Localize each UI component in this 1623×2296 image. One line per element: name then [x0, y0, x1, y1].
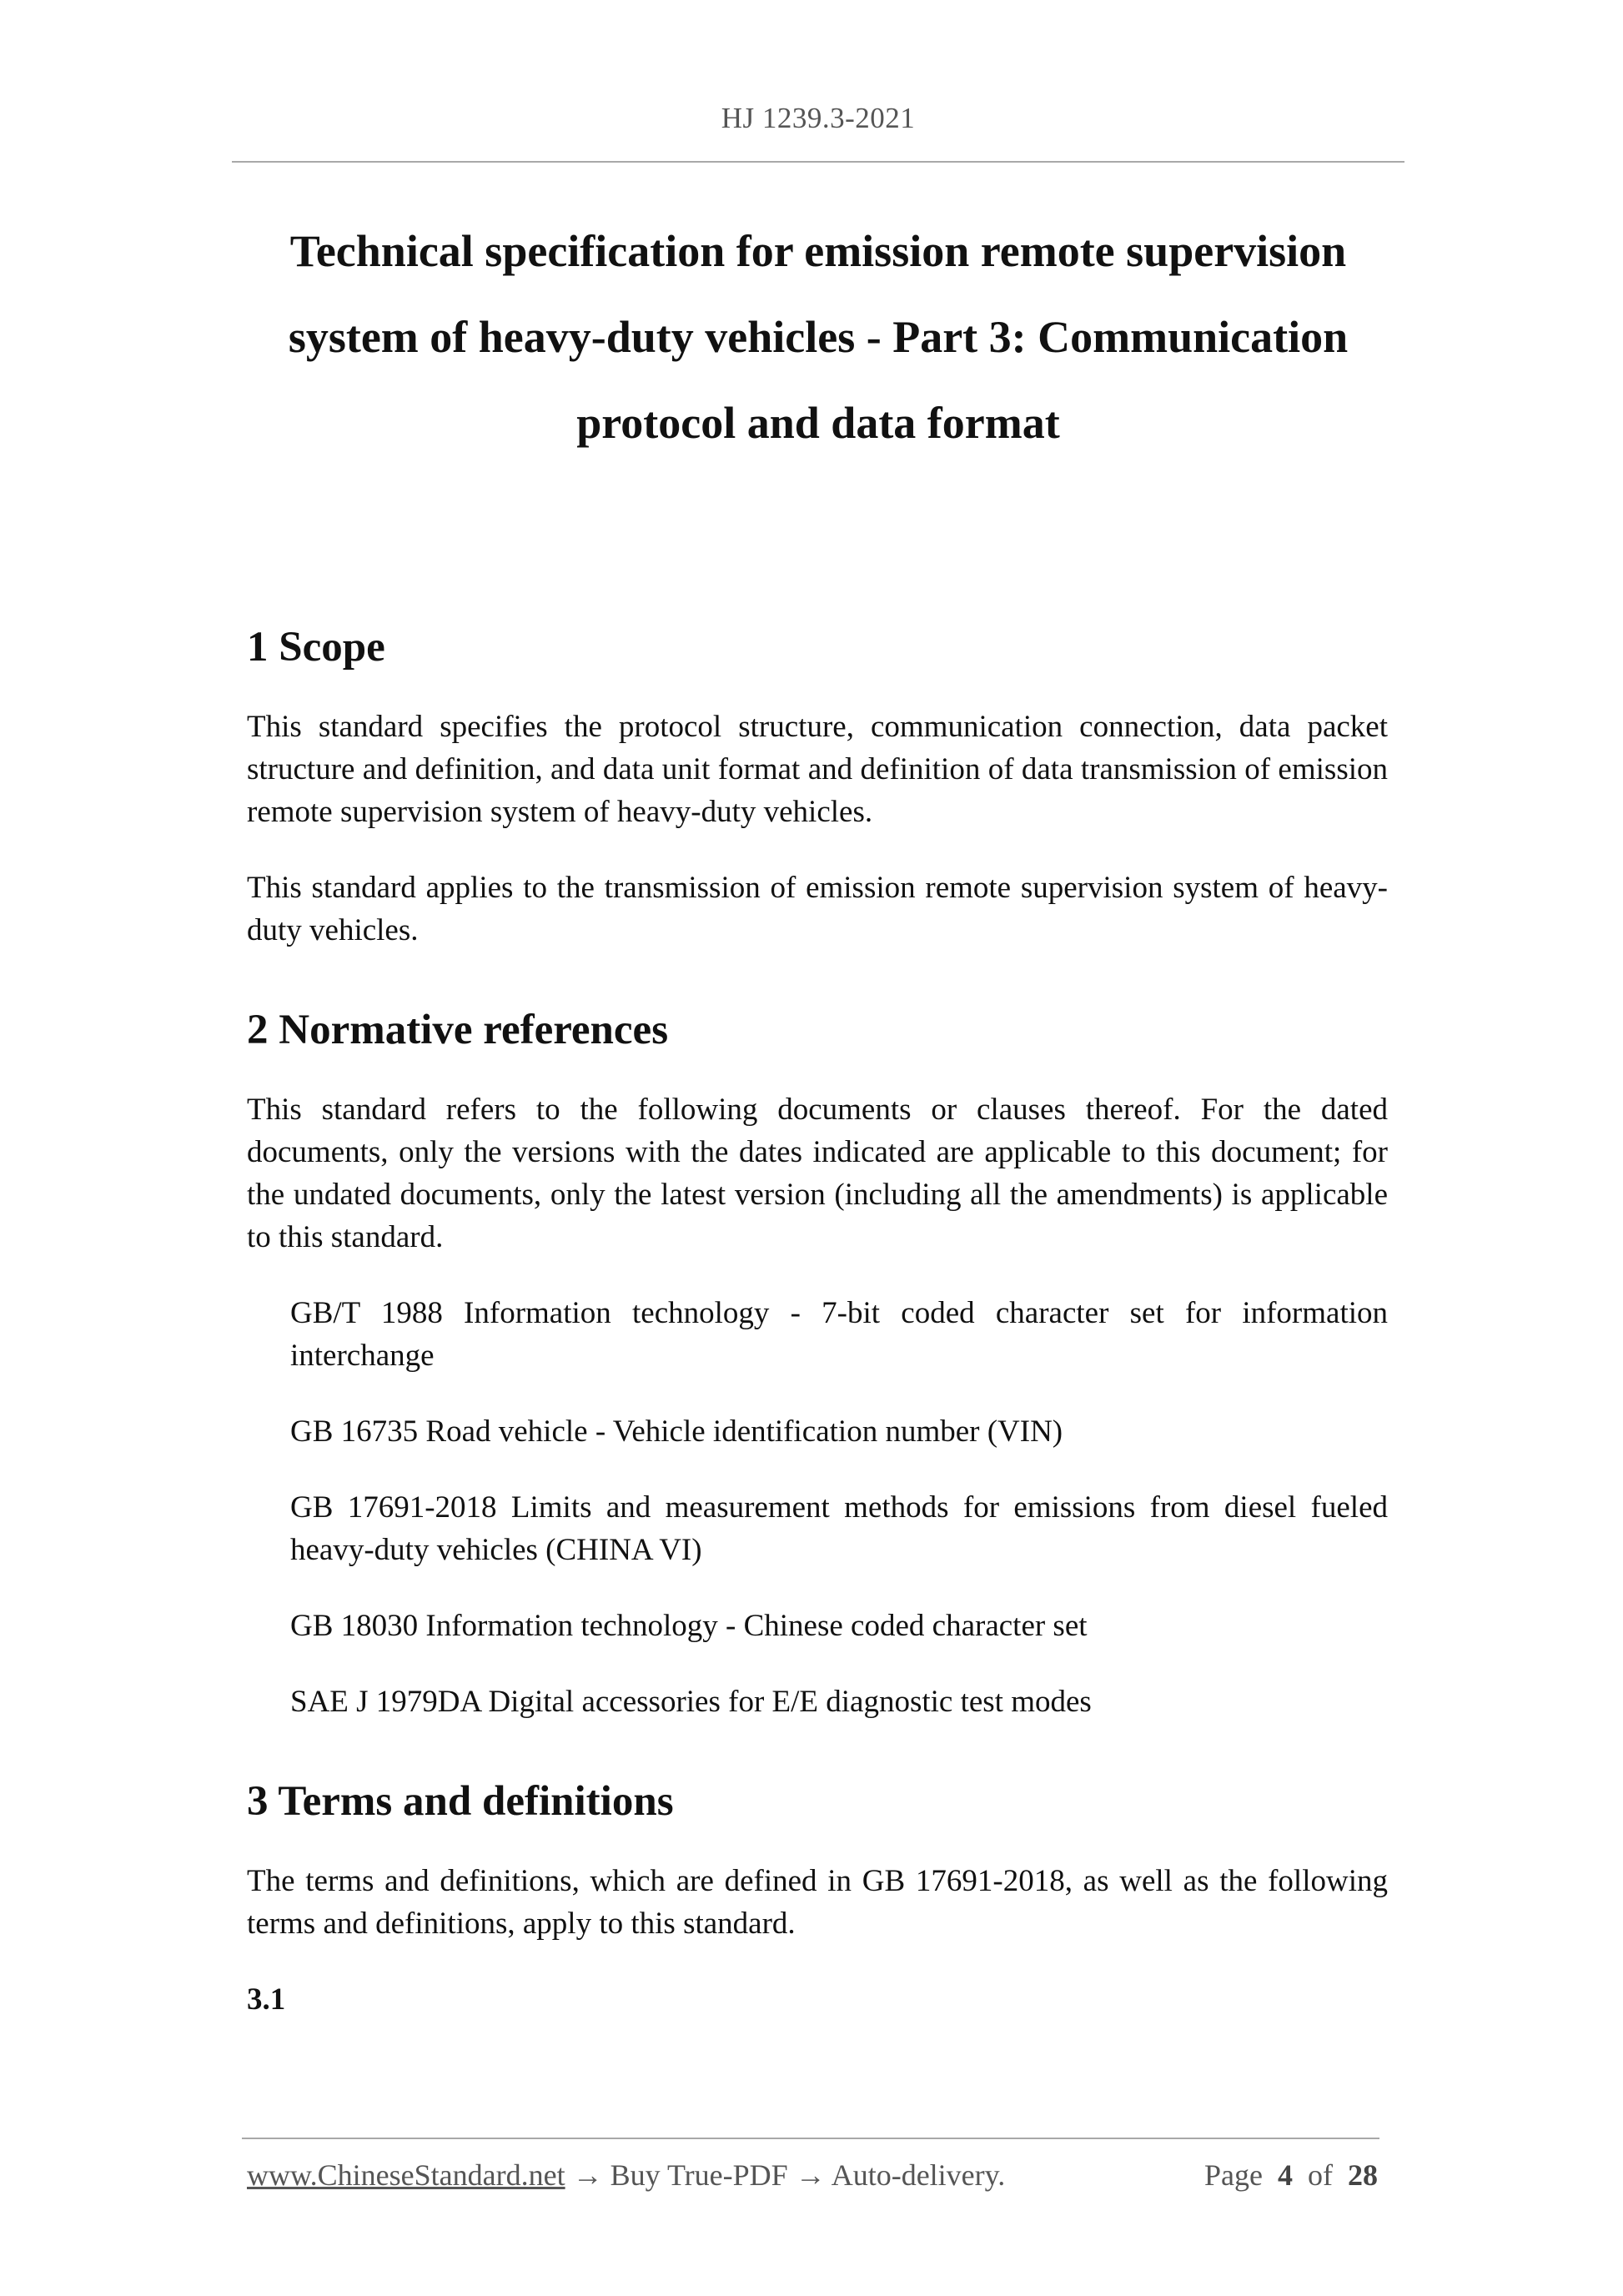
header-divider: [232, 161, 1404, 163]
arrow-right-icon: →: [572, 2158, 603, 2192]
section-heading-terms-and-definitions: 3 Terms and definitions: [247, 1778, 674, 1825]
page-footer: [247, 2158, 1378, 2193]
section-heading-normative-references: 2 Normative references: [247, 1007, 669, 1053]
scope-paragraph-2: This standard applies to the transmission of emission remote supervision system of heavy-duty vehicles.: [247, 871, 1388, 947]
reference-item: GB/T 1988 Information technology - 7-bit coded character set for information interchange: [290, 1296, 1388, 1373]
normative-intro-paragraph: This standard refers to the following documents or clauses thereof. For the dated documents, only the versions with the dates indicated are applicable to this document; for the undated documents, only the latest version (including all the amendments) is applicable to this standard.: [247, 1093, 1388, 1254]
document-title: [250, 208, 1386, 466]
document-number-header: HJ 1239.3-2021: [721, 102, 916, 134]
reference-item: GB 17691-2018 Limits and measurement methods for emissions from diesel fueled heavy-duty vehicles (CHINA VI): [290, 1490, 1388, 1567]
section-heading-scope: 1 Scope: [247, 624, 385, 671]
arrow-right-icon: →: [795, 2158, 826, 2192]
current-page-number: 4: [1278, 2158, 1293, 2192]
footer-promo: [247, 2158, 1005, 2193]
terms-intro-paragraph: The terms and definitions, which are defined in GB 17691-2018, as well as the following terms and definitions, apply to this standard.: [247, 1864, 1388, 1941]
auto-delivery-text: Auto-delivery.: [831, 2158, 1006, 2192]
title-line-1: Technical specification for emission remote supervision: [289, 226, 1347, 276]
footer-divider: [242, 2138, 1379, 2139]
total-page-count: 28: [1348, 2158, 1378, 2192]
reference-item: GB 18030 Information technology - Chinese coded character set: [290, 1609, 1088, 1643]
page-indicator: [1204, 2158, 1378, 2193]
page-label: Page: [1204, 2158, 1263, 2192]
subclause-number: 3.1: [247, 1982, 286, 2017]
title-line-3: protocol and data format: [576, 398, 1060, 448]
buy-pdf-text: Buy True-PDF: [610, 2158, 788, 2192]
page-of-label: of: [1308, 2158, 1333, 2192]
scope-paragraph-1: This standard specifies the protocol structure, communication connection, data packet structure and definition, and data unit format and definition of data transmission of emission remote supervision system of heavy-duty vehicles.: [247, 710, 1388, 829]
title-line-2: system of heavy-duty vehicles - Part 3: Communication: [288, 312, 1349, 362]
website-link[interactable]: www.ChineseStandard.net: [247, 2158, 565, 2192]
reference-item: GB 16735 Road vehicle - Vehicle identification number (VIN): [290, 1414, 1063, 1449]
document-body: [247, 617, 1388, 2021]
reference-item: SAE J 1979DA Digital accessories for E/E diagnostic test modes: [290, 1685, 1092, 1719]
